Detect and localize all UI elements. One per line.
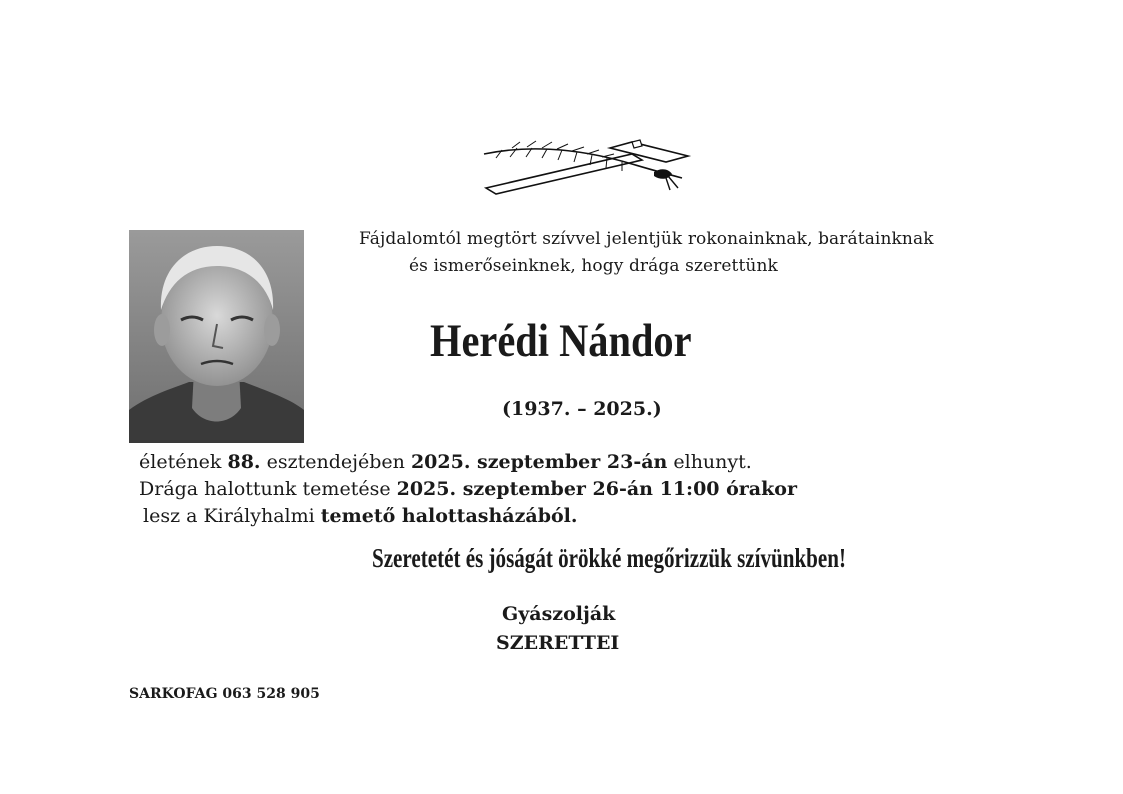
signature-line-2: SZERETTEI — [496, 632, 620, 654]
deceased-name: Herédi Nándor — [430, 315, 692, 367]
details-line-1 — [139, 451, 752, 473]
intro-line-1: Fájdalomtól megtört szívvel jelentjük rokonainknak, barátainknak — [359, 229, 934, 249]
details-text: esztendejében — [260, 451, 411, 473]
intro-line-2: és ismerőseinknek, hogy drága szerettünk — [409, 256, 778, 276]
deceased-years: (1937. – 2025.) — [502, 398, 662, 420]
details-line-2 — [139, 478, 797, 500]
details-age: 88. — [227, 451, 261, 473]
details-line-3 — [143, 505, 577, 527]
details-death-date: 2025. szeptember 23-án — [410, 451, 668, 473]
portrait-photo — [129, 230, 304, 443]
details-text: életének — [139, 451, 228, 473]
details-text: Drága halottunk temetése — [139, 478, 397, 500]
details-text: lesz a Királyhalmi — [143, 505, 321, 527]
details-text: elhunyt. — [667, 451, 752, 473]
footer-company: SARKOFAG 063 528 905 — [129, 686, 320, 702]
cross-with-palm-branch-icon — [482, 138, 694, 198]
memorial-quote: Szeretetét és jóságát örökké megőrizzük szívünkben! — [372, 543, 846, 573]
signature-line-1: Gyászolják — [502, 603, 616, 625]
details-funeral-date: 2025. szeptember 26-án 11:00 órakor — [396, 478, 797, 500]
details-funeral-place: temető halottasházából. — [320, 505, 578, 527]
